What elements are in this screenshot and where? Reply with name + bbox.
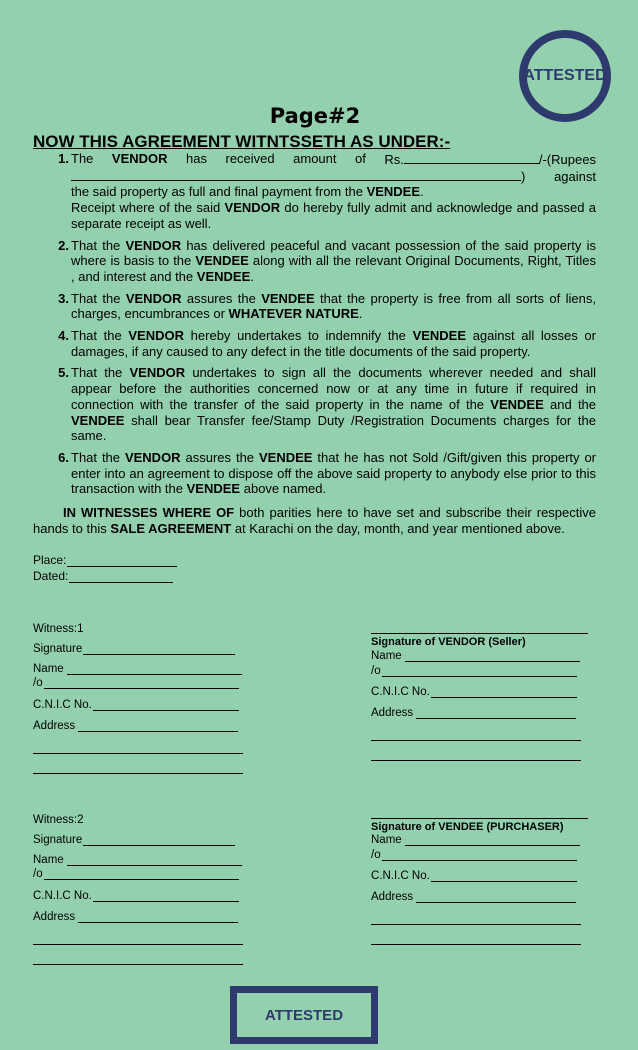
- witness-1-signature-field: [33, 643, 235, 655]
- vendor-term: VENDOR: [124, 449, 181, 465]
- witness-1-address-line-2[interactable]: [33, 753, 243, 754]
- vendee-cnic-field: [371, 870, 577, 882]
- vendor-address-field: [371, 707, 576, 719]
- witness-1-name-field: [33, 663, 242, 675]
- clause-text: [70, 365, 596, 444]
- so-label: /o: [371, 665, 381, 677]
- vendee-term: VENDEE: [196, 268, 251, 284]
- vendee-term: VENDEE: [490, 396, 544, 412]
- vendee-so-field: [371, 849, 577, 861]
- vendor-so-field: [371, 665, 577, 677]
- text: undertakes to sign all the documents wherever needed and shall appear before the authorities concerned now or at any time in future if required in connection with the transfer of the said property in the name of the: [71, 365, 596, 412]
- witness-2-address-field: [33, 911, 238, 923]
- vendee-term: VENDEE: [195, 253, 249, 269]
- cnic-line[interactable]: [431, 870, 577, 882]
- attested-stamp-box: [230, 986, 378, 1044]
- vendor-term: VENDOR: [125, 237, 182, 253]
- text: assures the: [186, 290, 256, 306]
- vendor-term: VENDOR: [111, 151, 168, 166]
- clause-text: [70, 291, 596, 322]
- address-label: Address: [33, 720, 76, 732]
- text: the said property as full and final payment from the: [71, 184, 363, 200]
- whatever-nature-term: WHATEVER NATURE: [228, 306, 359, 322]
- text: .: [250, 268, 254, 284]
- clause-1-line-2: [71, 168, 596, 185]
- witness-lead: IN WITNESSES WHERE OF: [63, 505, 235, 520]
- witness-1-cnic-field: [33, 699, 239, 711]
- vendee-address-field: [371, 891, 576, 903]
- witness-1-title: Witness:1: [33, 623, 84, 635]
- clause-number: 4.: [58, 328, 69, 344]
- text: has: [186, 151, 207, 166]
- text: received: [225, 151, 275, 166]
- vendee-term: VENDEE: [261, 290, 315, 306]
- cnic-label: C.N.I.C No.: [33, 699, 92, 711]
- clause-1-line-1: [71, 151, 596, 168]
- place-line[interactable]: [67, 555, 177, 567]
- cnic-line[interactable]: [93, 699, 239, 711]
- clause-4: [33, 328, 596, 359]
- witness-paragraph: [33, 505, 596, 536]
- text: That the: [71, 328, 122, 344]
- vendee-term: VENDEE: [412, 328, 467, 344]
- clause-number: 2.: [58, 237, 69, 253]
- name-line[interactable]: [67, 854, 242, 866]
- text: assures the: [185, 449, 255, 465]
- vendor-address-line-2[interactable]: [371, 740, 581, 741]
- text: do hereby fully admit and acknowledge and passed a separate receipt as well.: [71, 200, 596, 231]
- vendor-cnic-field: [371, 686, 577, 698]
- address-label: Address: [33, 911, 76, 923]
- clause-text: [70, 328, 596, 359]
- address-line[interactable]: [416, 707, 576, 719]
- so-line[interactable]: [382, 665, 577, 677]
- clause-2: [33, 238, 596, 285]
- name-line[interactable]: [405, 650, 580, 662]
- text: hereby undertakes to indemnify the: [190, 328, 406, 344]
- dated-line[interactable]: [69, 571, 173, 583]
- text: and the: [550, 396, 597, 412]
- address-label: Address: [371, 707, 414, 719]
- indent: [33, 505, 63, 520]
- vendee-signature-title: Signature of VENDEE (PURCHASER): [371, 821, 564, 833]
- text: .: [358, 306, 363, 322]
- text: has delivered peaceful and vacant possession of the said property is where is basis to the: [71, 237, 596, 269]
- cnic-label: C.N.I.C No.: [371, 686, 430, 698]
- attested-stamp-text: ATTESTED: [264, 1006, 344, 1024]
- so-line[interactable]: [44, 868, 239, 880]
- signature-line[interactable]: [83, 643, 235, 655]
- sale-agreement-term: SALE AGREEMENT: [110, 520, 232, 536]
- place-field: [33, 553, 177, 567]
- dated-label: Dated:: [33, 569, 69, 583]
- vendee-signature-line[interactable]: [371, 818, 588, 819]
- text: The: [71, 151, 94, 166]
- text: Receipt where of the said: [71, 200, 221, 216]
- signature-label: Signature: [33, 643, 83, 655]
- witness-1-so-field: [33, 677, 239, 689]
- cnic-line[interactable]: [431, 686, 577, 698]
- rupees-words-field: ): [71, 168, 525, 185]
- text: along with all the relevant Original Documents, Right, Titles , and interest and the: [71, 253, 596, 284]
- signature-line[interactable]: [83, 834, 235, 846]
- witness-2-cnic-field: [33, 890, 239, 902]
- witness-2-address-line-3[interactable]: [33, 964, 243, 965]
- agreement-heading: NOW THIS AGREEMENT WITNTSSETH AS UNDER:-: [33, 132, 451, 151]
- vendor-term: VENDOR: [129, 365, 186, 381]
- vendee-term: VENDEE: [366, 184, 421, 200]
- name-line[interactable]: [67, 663, 242, 675]
- name-label: Name: [33, 854, 64, 866]
- vendor-term: VENDOR: [128, 328, 185, 344]
- address-label: Address: [371, 891, 414, 903]
- vendor-name-field: [371, 650, 580, 662]
- text: against all losses or damages, if any caused to any defect in the title documents of the said property.: [71, 328, 596, 359]
- witness-1-address-line-3[interactable]: [33, 773, 243, 774]
- cnic-line[interactable]: [93, 890, 239, 902]
- clause-text: [70, 238, 596, 285]
- witness-2-signature-field: [33, 834, 235, 846]
- vendee-address-line-2[interactable]: [371, 924, 581, 925]
- clause-5: [33, 365, 596, 444]
- vendee-term: VENDEE: [186, 481, 241, 497]
- name-label: Name: [371, 834, 402, 846]
- cnic-label: C.N.I.C No.: [371, 870, 430, 882]
- place-label: Place:: [33, 553, 67, 567]
- text: That the: [71, 365, 123, 381]
- vendee-term: VENDEE: [258, 449, 313, 465]
- vendee-term: VENDEE: [71, 412, 125, 428]
- clause-1-receipt: [71, 200, 596, 231]
- so-line[interactable]: [44, 677, 239, 689]
- vendor-term: VENDOR: [125, 290, 182, 306]
- witness-2-name-field: [33, 854, 242, 866]
- signature-label: Signature: [33, 834, 83, 846]
- vendor-address-line-3[interactable]: [371, 760, 581, 761]
- vendor-signature-title: Signature of VENDOR (Seller): [371, 636, 526, 648]
- so-label: /o: [33, 868, 43, 880]
- attested-stamp-text: ATTESTED: [523, 67, 607, 84]
- clause-number: 6.: [58, 449, 69, 465]
- name-label: Name: [371, 650, 402, 662]
- text: both parities here to have set and subscribe their respective hands to this: [33, 505, 596, 536]
- clause-text: [70, 151, 596, 232]
- rupees-words-line: [71, 168, 521, 181]
- text: That the: [71, 290, 121, 306]
- vendee-name-field: [371, 834, 580, 846]
- text: shall bear Transfer fee/Stamp Duty /Registration Documents charges for the same.: [71, 412, 596, 444]
- clause-number: 1.: [58, 151, 69, 166]
- text: that he has not Sold /Gift/given this property or enter into an agreement to dispose off the above said property to anybody else prior to this transaction with the: [71, 449, 597, 497]
- name-label: Name: [33, 663, 64, 675]
- text: That the: [71, 237, 121, 253]
- text: amount: [293, 151, 337, 166]
- so-line[interactable]: [382, 849, 577, 861]
- witness-2-title: Witness:2: [33, 814, 84, 826]
- clause-number: 5.: [58, 365, 69, 381]
- so-label: /o: [33, 677, 43, 689]
- address-line[interactable]: [416, 891, 576, 903]
- witness-2-so-field: [33, 868, 239, 880]
- amount-line: [404, 151, 539, 164]
- address-line[interactable]: [78, 720, 238, 732]
- vendor-signature-line[interactable]: [371, 633, 588, 634]
- witness-2-address-line-2[interactable]: [33, 944, 243, 945]
- text: .: [420, 184, 424, 200]
- clause-1-line-3: [71, 184, 596, 200]
- so-label: /o: [371, 849, 381, 861]
- amount-field: Rs. /-(Rupees: [384, 152, 596, 167]
- text: at Karachi on the day, month, and year mentioned above.: [234, 520, 565, 536]
- clause-3: [33, 291, 596, 322]
- clause-number: 3.: [58, 290, 69, 306]
- clause-1: [33, 151, 596, 232]
- dated-field: [33, 569, 173, 583]
- text: above named.: [243, 481, 327, 497]
- page-number: Page#2: [269, 104, 361, 128]
- clauses-list: [33, 151, 596, 503]
- vendee-address-line-3[interactable]: [371, 944, 581, 945]
- vendor-term: VENDOR: [224, 200, 281, 216]
- cnic-label: C.N.I.C No.: [33, 890, 92, 902]
- text: of: [355, 151, 366, 166]
- witness-1-address-field: [33, 720, 238, 732]
- text: that the property is free from all sorts of liens, charges, encumbrances or: [71, 290, 596, 322]
- clause-text: [70, 450, 596, 497]
- address-line[interactable]: [78, 911, 238, 923]
- clause-6: [33, 450, 596, 497]
- name-line[interactable]: [405, 834, 580, 846]
- text: against: [554, 168, 596, 184]
- text: That the: [71, 449, 121, 465]
